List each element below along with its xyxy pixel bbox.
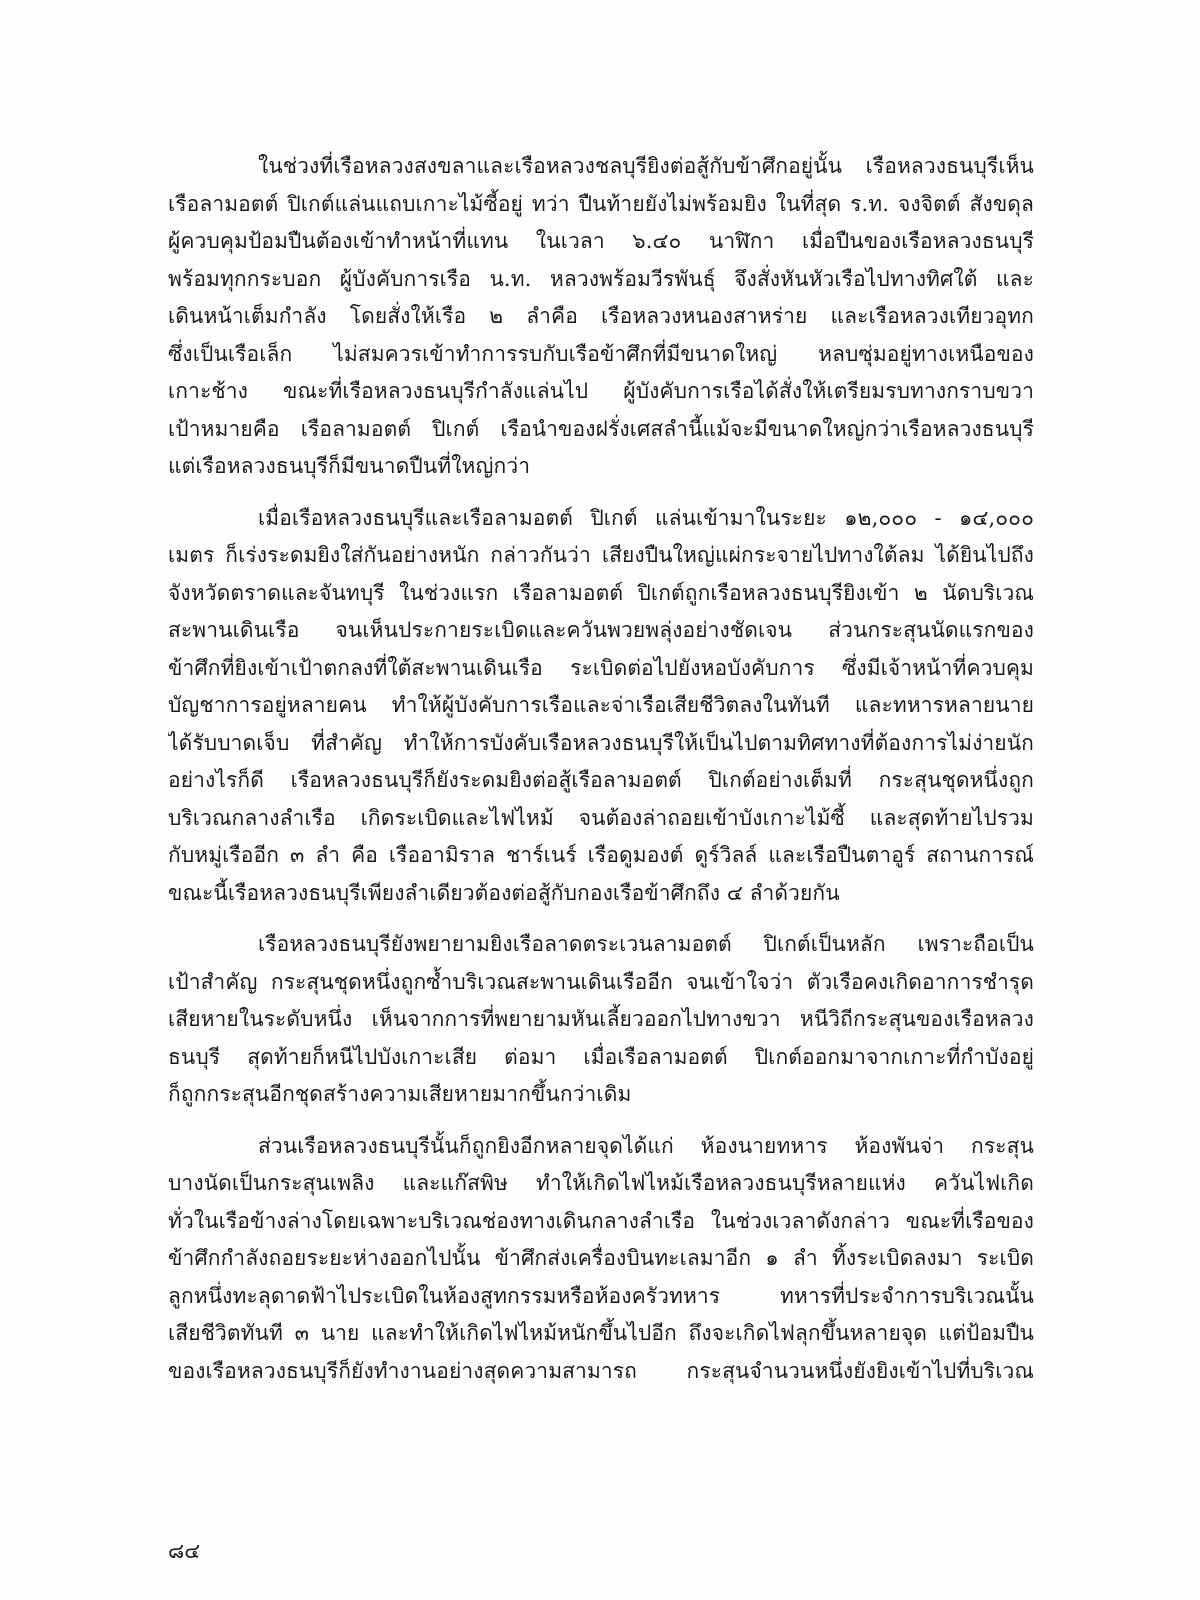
text-line: เกาะช้าง ขณะที่เรือหลวงธนบุรีกำลังแล่นไป ผู้บังคับการเรือได้สั่งให้เตรียมรบทางกราบขวา [168,379,1034,403]
text-line: เสียชีวิตทันที ๓ นาย และทำให้เกิดไฟไหม้หนักขึ้นไปอีก ถึงจะเกิดไฟลุกขึ้นหลายจุด แต่ป้อมปืน [168,1321,1034,1345]
text-line: ของเรือหลวงธนบุรีก็ยังทำงานอย่างสุดความสามารถ กระสุนจำนวนหนึ่งยังยิงเข้าไปที่บริเวณ [168,1358,1034,1383]
text-line: ข้าศึกที่ยิงเข้าเป้าตกลงที่ใต้สะพานเดินเรือ ระเบิดต่อไปยังหอบังคับการ ซึ่งมีเจ้าหน้าที่ควบคุม [168,655,1034,680]
text-line: เมตร ก็เร่งระดมยิงใส่กันอย่างหนัก กล่าวกันว่า เสียงปืนใหญ่แผ่กระจายไปทางใต้ลม ได้ยินไปถึง [168,543,1034,567]
text-line: สะพานเดินเรือ จนเห็นประกายระเบิดและควันพวยพลุ่งอย่างชัดเจน ส่วนกระสุนนัดแรกของ [168,618,1034,642]
text-line: ลูกหนึ่งทะลุดาดฟ้าไประเบิดในห้องสูทกรรมหรือห้องครัวทหาร ทหารที่ประจำการบริเวณนั้น [168,1283,1034,1308]
text-line: ส่วนเรือหลวงธนบุรีนั้นก็ถูกยิงอีกหลายจุดได้แก่ ห้องนายทหาร ห้องพันจ่า กระสุน [258,1133,1034,1158]
body-text [168,148,1034,1404]
text-line: ก็ถูกกระสุนอีกชุดสร้างความเสียหายมากขึ้นกว่าเดิม [168,1082,632,1106]
text-line: จังหวัดตราดและจันทบุรี ในช่วงแรก เรือลามอตต์ ปิเกต์ถูกเรือหลวงธนบุรียิงเข้า ๒ นัดบริเวณ [168,580,1034,605]
text-line: เป้าสำคัญ กระสุนชุดหนึ่งถูกซ้ำบริเวณสะพานเดินเรืออีก จนเข้าใจว่า ตัวเรือคงเกิดอาการชำรุด [168,969,1034,994]
text-line: แต่เรือหลวงธนบุรีก็มีขนาดปืนที่ใหญ่กว่า [168,454,531,478]
text-line: กับหมู่เรืออีก ๓ ลำ คือ เรืออามิราล ชาร์เนร์ เรือดูมองต์ ดูร์วิลล์ และเรือปืนตาอูร์ สถานการณ์ [168,843,1034,867]
text-line: ข้าศึกกำลังถอยระยะห่างออกไปนั้น ข้าศึกส่งเครื่องบินทะเลมาอีก ๑ ลำ ทิ้งระเบิดลงมา ระเบิด [168,1246,1034,1270]
text-line: ขณะนี้เรือหลวงธนบุรีเพียงลำเดียวต้องต่อสู้กับกองเรือข้าศึกถึง ๔ ลำด้วยกัน [168,880,840,905]
text-line: ธนบุรี สุดท้ายก็หนีไปบังเกาะเสีย ต่อมา เมื่อเรือลามอตต์ ปิเกต์ออกมาจากเกาะที่กำบังอยู่ [168,1044,1034,1069]
paragraph-3 [168,926,1034,1114]
text-line: เมื่อเรือหลวงธนบุรีและเรือลามอตต์ ปิเกต์ แล่นเข้ามาในระยะ ๑๒,๐๐๐ - ๑๔,๐๐๐ [258,505,1034,530]
text-line: เสียหายในระดับหนึ่ง เห็นจากการที่พยายามหันเลี้ยวออกไปทางขวา หนีวิถีกระสุนของเรือหลวง [168,1007,1034,1031]
text-line: เป้าหมายคือ เรือลามอตต์ ปิเกต์ เรือนำของฝรั่งเศสลำนี้แม้จะมีขนาดใหญ่กว่าเรือหลวงธนบุรี [168,416,1034,441]
text-line: เรือลามอตต์ ปิเกต์แล่นแถบเกาะไม้ซี้อยู่ ทว่า ปืนท้ายยังไม่พร้อมยิง ในที่สุด ร.ท. จงจิตต์ สังขดุล [168,191,1034,216]
paragraph-4 [168,1128,1034,1391]
page-number: ๘๔ [168,1539,201,1563]
text-line: บางนัดเป็นกระสุนเพลิง และแก๊สพิษ ทำให้เกิดไฟไหม้เรือหลวงธนบุรีหลายแห่ง ควันไฟเกิด [168,1171,1034,1195]
text-line: ในช่วงที่เรือหลวงสงขลาและเรือหลวงชลบุรียิงต่อสู้กับข้าศึกอยู่นั้น เรือหลวงธนบุรีเห็น [258,154,1034,178]
text-line: ทั่วในเรือข้างล่างโดยเฉพาะบริเวณช่องทางเดินกลางลำเรือ ในช่วงเวลาดังกล่าว ขณะที่เรือของ [168,1208,1034,1233]
text-line: ได้รับบาดเจ็บ ที่สำคัญ ทำให้การบังคับเรือหลวงธนบุรีให้เป็นไปตามทิศทางที่ต้องการไม่ง่ายนัก [168,730,1034,755]
text-line: อย่างไรก็ดี เรือหลวงธนบุรีก็ยังระดมยิงต่อสู้เรือลามอตต์ ปิเกต์อย่างเต็มที่ กระสุนชุดหนึ่งถูก [168,768,1034,792]
text-line: บริเวณกลางลำเรือ เกิดระเบิดและไฟไหม้ จนต้องล่าถอยเข้าบังเกาะไม้ซี้ และสุดท้ายไปรวม [168,805,1034,830]
paragraph-2 [168,500,1034,913]
paragraph-1 [168,148,1034,486]
text-line: บัญชาการอยู่หลายคน ทำให้ผู้บังคับการเรือและจ่าเรือเสียชีวิตลงในทันที และทหารหลายนาย [168,693,1034,717]
text-line: เรือหลวงธนบุรียังพยายามยิงเรือลาดตระเวนลามอตต์ ปิเกต์เป็นหลัก เพราะถือเป็น [258,932,1034,956]
text-line: พร้อมทุกกระบอก ผู้บังคับการเรือ น.ท. หลวงพร้อมวีรพันธุ์ จึงสั่งหันหัวเรือไปทางทิศใต้ และ [168,266,1034,291]
text-line: ซึ่งเป็นเรือเล็ก ไม่สมควรเข้าทำการรบกับเรือข้าศึกที่มีขนาดใหญ่ หลบซุ่มอยู่ทางเหนือของ [168,341,1034,366]
text-line: ผู้ควบคุมป้อมปืนต้องเข้าทำหน้าที่แทน ในเวลา ๖.๔๐ นาฬิกา เมื่อปืนของเรือหลวงธนบุรี [168,229,1034,253]
text-line: เดินหน้าเต็มกำลัง โดยสั่งให้เรือ ๒ ลำคือ เรือหลวงหนองสาหร่าย และเรือหลวงเทียวอุทก [168,304,1034,328]
